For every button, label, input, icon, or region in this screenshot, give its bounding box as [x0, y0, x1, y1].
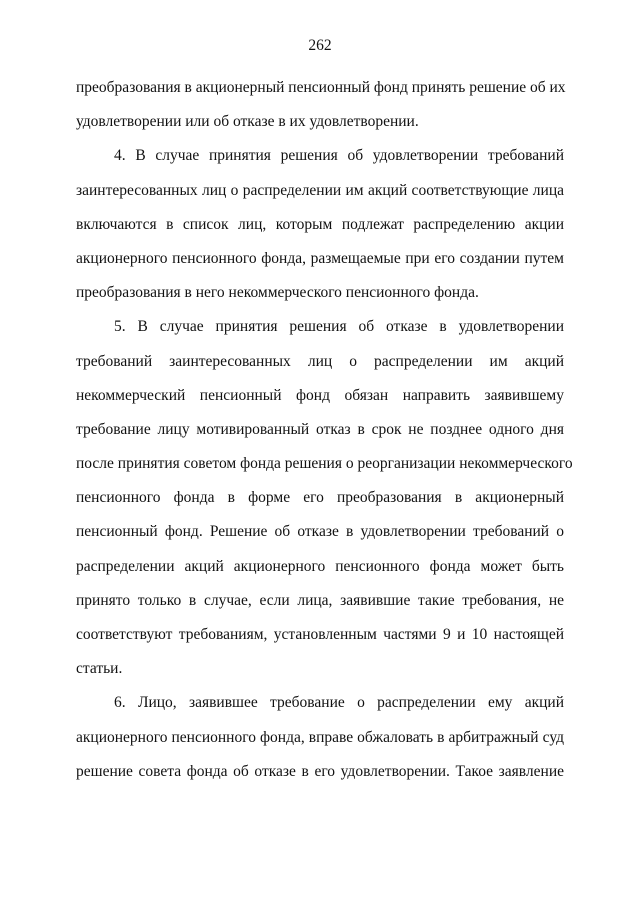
text-line: пенсионного фонда в форме его преобразования в акционерный	[76, 489, 564, 507]
text-line: решение совета фонда об отказе в его удовлетворении. Такое заявление	[76, 762, 564, 780]
text-line: 5. В случае принятия решения об отказе в удовлетворении	[114, 318, 564, 336]
text-line: 6. Лицо, заявившее требование о распределении ему акций	[114, 694, 564, 712]
text-line: преобразования в акционерный пенсионный фонд принять решение об их	[76, 79, 566, 96]
text-line: заинтересованных лиц о распределении им акций соответствующие лица	[76, 181, 564, 199]
text-line: требований заинтересованных лиц о распределении им акций	[76, 352, 564, 370]
text-line: пенсионный фонд. Решение об отказе в удовлетворении требований о	[76, 523, 564, 541]
text-line: преобразования в него некоммерческого пенсионного фонда.	[76, 284, 479, 302]
text-line: распределении акций акционерного пенсионного фонда может быть	[76, 557, 564, 575]
text-line: требование лицу мотивированный отказ в срок не позднее одного дня	[76, 420, 564, 438]
text-line: удовлетворении или об отказе в их удовлетворении.	[76, 113, 419, 131]
text-line: статьи.	[76, 660, 123, 678]
text-line: акционерного пенсионного фонда, вправе обжаловать в арбитражный суд	[76, 728, 564, 746]
body-text	[76, 71, 573, 789]
text-line: соответствуют требованиям, установленным частями 9 и 10 настоящей	[76, 626, 564, 643]
text-line: 4. В случае принятия решения об удовлетворении требований	[114, 147, 564, 165]
page-number: 262	[308, 37, 332, 54]
text-line: включаются в список лиц, которым подлежат распределению акции	[76, 215, 564, 233]
text-line: после принятия советом фонда решения о реорганизации некоммерческого	[76, 455, 573, 473]
text-line: некоммерческий пенсионный фонд обязан направить заявившему	[76, 386, 564, 404]
text-line: принято только в случае, если лица, заявившие такие требования, не	[76, 591, 564, 609]
text-line: акционерного пенсионного фонда, размещаемые при его создании путем	[76, 249, 564, 267]
